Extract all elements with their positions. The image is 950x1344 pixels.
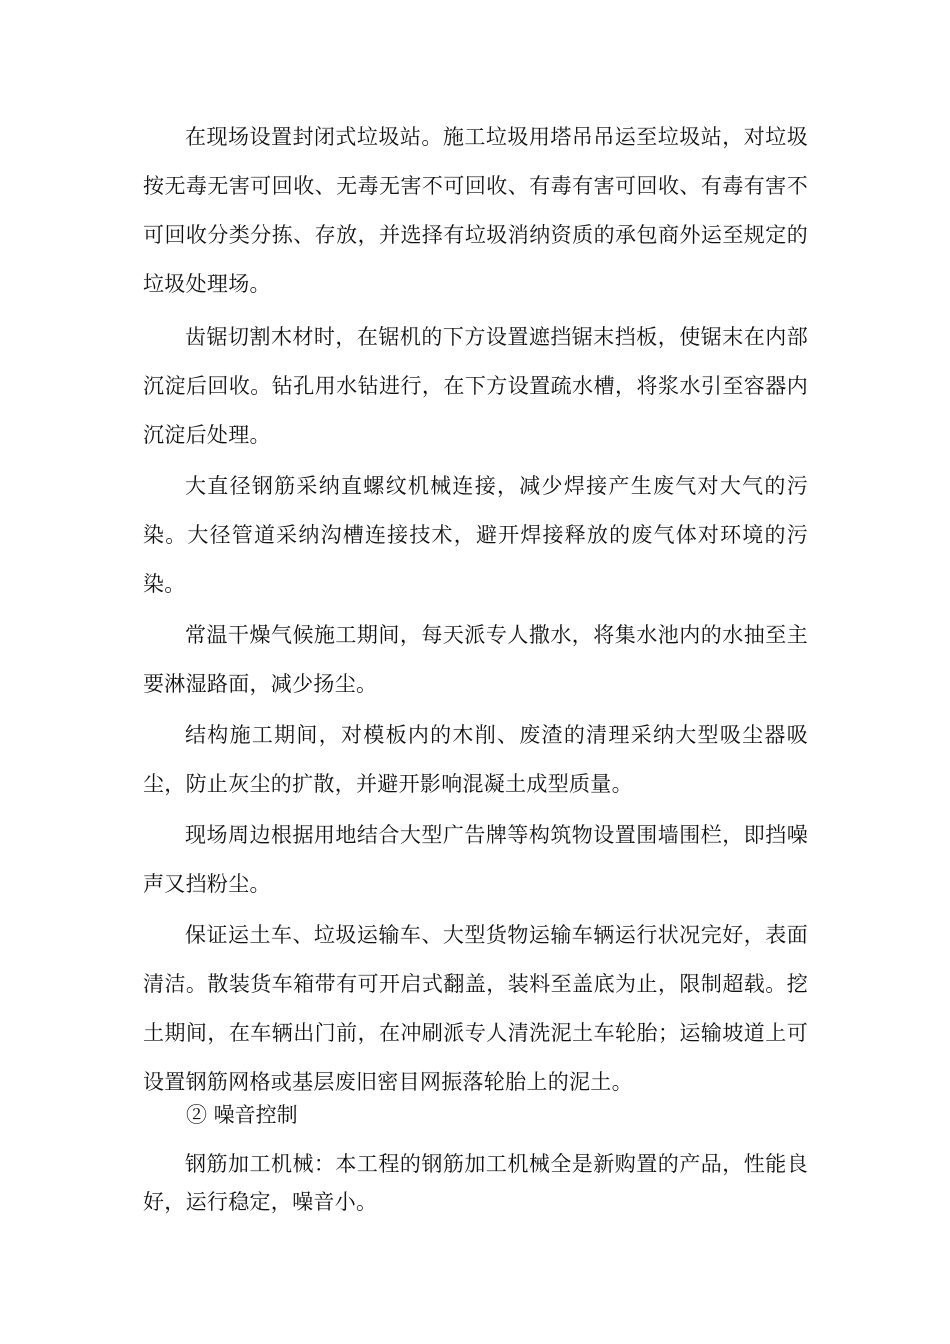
paragraph-welding: 大直径钢筋采纳直螺纹机械连接，减少焊接产生废气对大气的污染。大径管道采纳沟槽连接技术，避开焊接释放的废气体对环境的污染。 <box>143 474 808 596</box>
paragraph-waste-station: 在现场设置封闭式垃圾站。施工垃圾用塔吊吊运至垃圾站，对垃圾按无毒无害可回收、无毒无害不可回收、有毒有害可回收、有毒有害不可回收分类分拣、存放，并选择有垃圾消纳资质的承包商外运至规定的垃圾处理场。 <box>143 125 808 296</box>
paragraph-vehicles: 保证运土车、垃圾运输车、大型货物运输车辆运行状况完好，表面清洁。散装货车箱带有可开启式翻盖，装料至盖底为止，限制超载。挖土期间，在车辆出门前，在冲刷派专人清洗泥土车轮胎；运输坡道上可设置钢筋网格或基层废旧密目网振落轮胎上的泥土。 <box>143 923 808 1094</box>
paragraph-dust-watering: 常温干燥气候施工期间，每天派专人撒水，将集水池内的水抽至主要淋湿路面，减少扬尘。 <box>143 623 808 696</box>
paragraph-rebar-machinery: 钢筋加工机械：本工程的钢筋加工机械全是新购置的产品，性能良好，运行稳定，噪音小。 <box>143 1152 808 1214</box>
paragraph-fence: 现场周边根据用地结合大型广告牌等构筑物设置围墙围栏，即挡噪声又挡粉尘。 <box>143 823 808 896</box>
paragraph-sawdust: 齿锯切割木材时，在锯机的下方设置遮挡锯末挡板，使锯末在内部沉淀后回收。钻孔用水钻进行，在下方设置疏水槽，将浆水引至容器内沉淀后处理。 <box>143 325 808 447</box>
section-heading-noise-control: ② 噪音控制 <box>186 1103 298 1127</box>
paragraph-vacuum: 结构施工期间，对模板内的木削、废渣的清理采纳大型吸尘器吸尘，防止灰尘的扩散，并避开影响混凝土成型质量。 <box>143 723 808 796</box>
